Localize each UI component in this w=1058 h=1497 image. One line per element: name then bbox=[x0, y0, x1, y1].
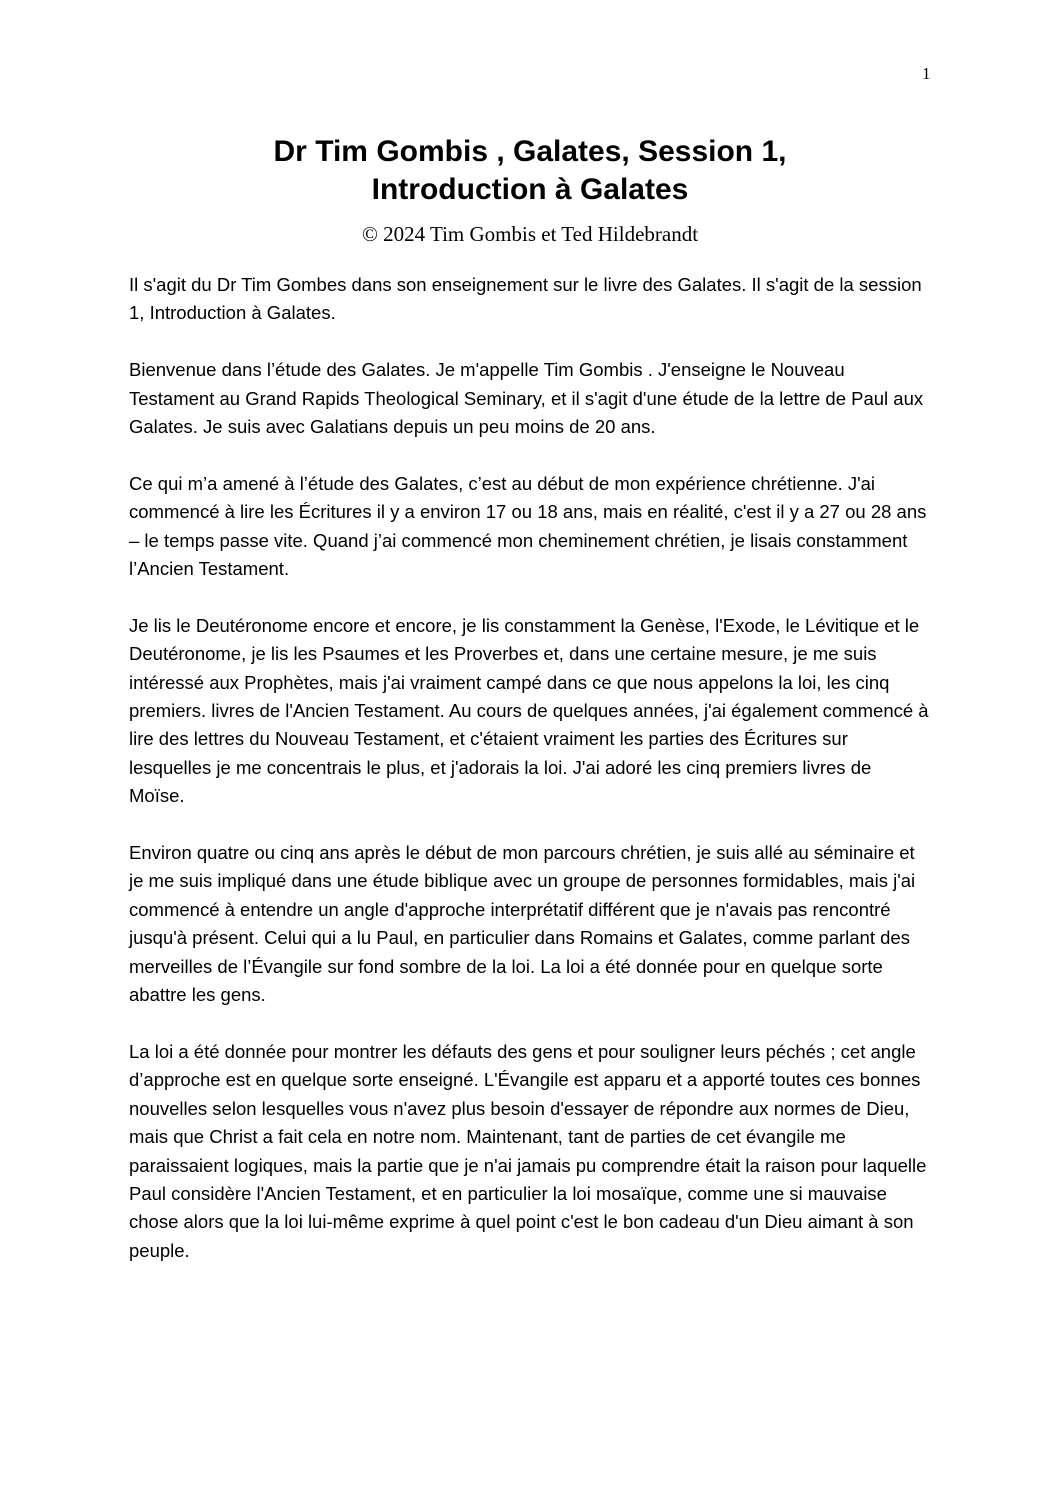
document-body bbox=[129, 271, 929, 1294]
title-line-2: Introduction à Galates bbox=[371, 173, 689, 206]
page-title bbox=[130, 133, 930, 209]
paragraph: Environ quatre ou cinq ans après le début de mon parcours chrétien, je suis allé au séminaire et je me suis impliqué dans une étude biblique avec un groupe de personnes formidables, mais j'ai commencé à entendre un angle d'approche interprétatif différent que je n'avais pas rencontré jusqu'à présent. Celui qui a lu Paul, en particulier dans Romains et Galates, comme parlant des merveilles de l’Évangile sur fond sombre de la loi. La loi a été donnée pour en quelque sorte abattre les gens. bbox=[129, 842, 916, 1006]
copyright-line: © 2024 Tim Gombis et Ted Hildebrandt bbox=[361, 222, 699, 246]
title-line-1: Dr Tim Gombis , Galates, Session 1, bbox=[273, 135, 787, 168]
page-number: 1 bbox=[922, 64, 931, 83]
paragraph: Ce qui m’a amené à l’étude des Galates, c’est au début de mon expérience chrétienne. J'ai commencé à lire les Écritures il y a environ 17 ou 18 ans, mais en réalité, c'est il y a 27 ou 28 ans – le temps passe vite. Quand j’ai commencé mon cheminement chrétien, je lisais constamment l’Ancien Testament. bbox=[129, 472, 927, 580]
paragraph: Bienvenue dans l’étude des Galates. Je m'appelle Tim Gombis . J'enseigne le Nouveau Testament au Grand Rapids Theological Seminary, et il s'agit d'une étude de la lettre de Paul aux Galates. Je suis avec Galatians depuis un peu moins de 20 ans. bbox=[129, 359, 924, 438]
paragraph: Je lis le Deutéronome encore et encore, je lis constamment la Genèse, l'Exode, le Lévitique et le Deutéronome, je lis les Psaumes et les Proverbes et, dans une certaine mesure, je me suis intéressé aux Prophètes, mais j'ai vraiment campé dans ce que nous appelons la loi, les cinq premiers. livres de l'Ancien Testament. Au cours de quelques années, j'ai également commencé à lire des lettres du Nouveau Testament, et c'étaient vraiment les parties des Écritures sur lesquelles je me concentrais le plus, et j'adorais la loi. J'ai adoré les cinq premiers livres de Moïse. bbox=[129, 614, 929, 807]
paragraph: Il s'agit du Dr Tim Gombes dans son enseignement sur le livre des Galates. Il s'agit de la session 1, Introduction à Galates. bbox=[129, 274, 922, 324]
paragraph: La loi a été donnée pour montrer les défauts des gens et pour souligner leurs péchés ; cet angle d’approche est en quelque sorte enseigné. L'Évangile est apparu et a apporté toutes ces bonnes nouvelles selon lesquelles vous n'avez plus besoin d'essayer de répondre aux normes de Dieu, mais que Christ a fait cela en notre nom. Maintenant, tant de parties de cet évangile me paraissaient logiques, mais la partie que je n'ai jamais pu comprendre était la raison pour laquelle Paul considère l'Ancien Testament, et en particulier la loi mosaïque, comme une si mauvaise chose alors que la loi lui-même exprime à quel point c'est le bon cadeau d'un Dieu aimant à son peuple. bbox=[129, 1040, 927, 1261]
